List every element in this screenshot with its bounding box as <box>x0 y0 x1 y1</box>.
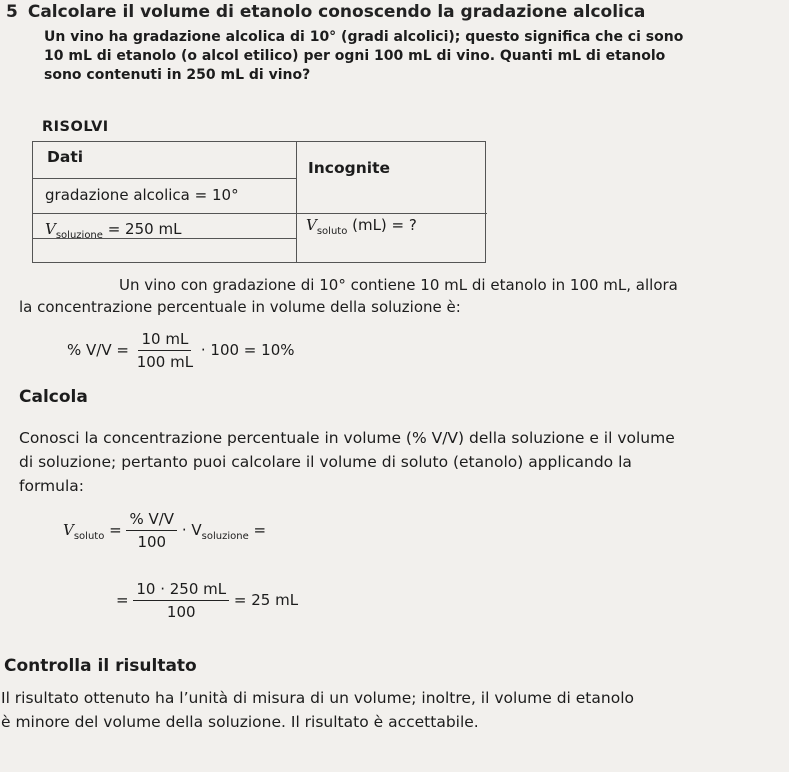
formula2-tail: = <box>253 521 267 539</box>
explanation-line1-pre: Un vino con gradazione di <box>119 276 320 294</box>
data-table <box>32 141 486 263</box>
controlla-text <box>1 686 787 734</box>
calcola-line3: formula: <box>19 477 84 495</box>
problem-line3: sono contenuti in 250 mL di vino? <box>44 67 311 83</box>
problem-line2: 10 mL di etanolo (o alcol etilico) per ogni 100 mL di vino. Quanti mL di etanolo <box>44 48 666 64</box>
controlla-line2: è minore del volume della soluzione. Il risultato è accettabile. <box>1 713 479 731</box>
formula2-lhs-sub: soluto <box>73 531 105 542</box>
formula2-denominator: 100 <box>137 533 167 551</box>
table-unknown-vsoluto <box>306 216 417 237</box>
calcola-line1: Conosci la concentrazione percentuale in volume (% V/V) della soluzione e il volume <box>19 429 675 447</box>
formula2-numerator: % V/V <box>126 510 177 531</box>
explanation-value: 10° <box>319 276 346 294</box>
problem-value: 10° <box>309 29 337 45</box>
exercise-title-text: Calcolare il volume di etanolo conoscendo la gradazione alcolica <box>27 2 646 22</box>
risolvi-label: RISOLVI <box>42 119 109 135</box>
table-divider-vertical <box>296 142 297 262</box>
formula-percent-vv <box>67 330 295 371</box>
formula2-mid-sub: soluzione <box>201 531 249 542</box>
vsoluzione-sub: soluzione <box>55 230 103 241</box>
table-header-dati: Dati <box>47 148 84 166</box>
explanation-line1-post: contiene 10 mL di etanolo in 100 mL, allora <box>345 276 678 294</box>
table-header-incognite: Incognite <box>308 159 391 177</box>
vsoluto-var: V <box>306 216 317 234</box>
vsoluto-sub: soluto <box>316 226 348 237</box>
formula3-numerator: 10 · 250 mL <box>133 580 229 601</box>
controlla-heading: Controlla il risultato <box>4 656 197 676</box>
formula2-eq: = <box>109 521 122 539</box>
formula1-lhs: % V/V = <box>67 341 129 359</box>
formula1-denominator: 100 mL <box>136 353 194 371</box>
vsoluzione-var: V <box>45 220 56 238</box>
formula3-eq: = <box>116 591 129 609</box>
formula-vsoluto <box>63 510 266 551</box>
problem-line1-post: (gradi alcolici); questo significa che ci sono <box>336 29 684 45</box>
problem-line1-pre: Un vino ha gradazione alcolica di <box>44 29 310 45</box>
exercise-number: 5 <box>6 2 18 22</box>
calcola-heading: Calcola <box>19 387 88 407</box>
formula1-fraction <box>134 330 196 371</box>
explanation-line2: la concentrazione percentuale in volume della soluzione è: <box>19 298 461 316</box>
formula1-numerator: 10 mL <box>138 330 191 351</box>
formula3-fraction <box>133 580 229 621</box>
formula2-fraction <box>126 510 177 551</box>
gradazione-value: = 10° <box>194 186 239 204</box>
table-row-vsoluzione <box>45 220 181 241</box>
exercise-title <box>6 2 645 22</box>
gradazione-label: gradazione alcolica <box>45 186 190 204</box>
formula2-lhs-var: V <box>63 521 74 539</box>
table-divider-h1 <box>33 178 296 179</box>
table-row-gradazione <box>45 186 239 204</box>
formula3-denominator: 100 <box>166 603 196 621</box>
calcola-text <box>19 426 774 498</box>
controlla-line1: Il risultato ottenuto ha l’unità di misura di un volume; inoltre, il volume di etanolo <box>1 689 634 707</box>
table-divider-h2 <box>33 213 487 214</box>
formula3-rhs: = 25 mL <box>233 591 299 609</box>
formula-result <box>116 580 298 621</box>
vsoluzione-value: = 250 mL <box>107 220 182 238</box>
problem-statement <box>44 28 744 85</box>
vsoluto-value: (mL) = ? <box>352 216 417 234</box>
explanation-text <box>19 274 759 318</box>
formula2-mid: · V <box>181 521 202 539</box>
formula1-rhs: · 100 = 10% <box>200 341 295 359</box>
calcola-line2: di soluzione; pertanto puoi calcolare il volume di soluto (etanolo) applicando la <box>19 453 632 471</box>
